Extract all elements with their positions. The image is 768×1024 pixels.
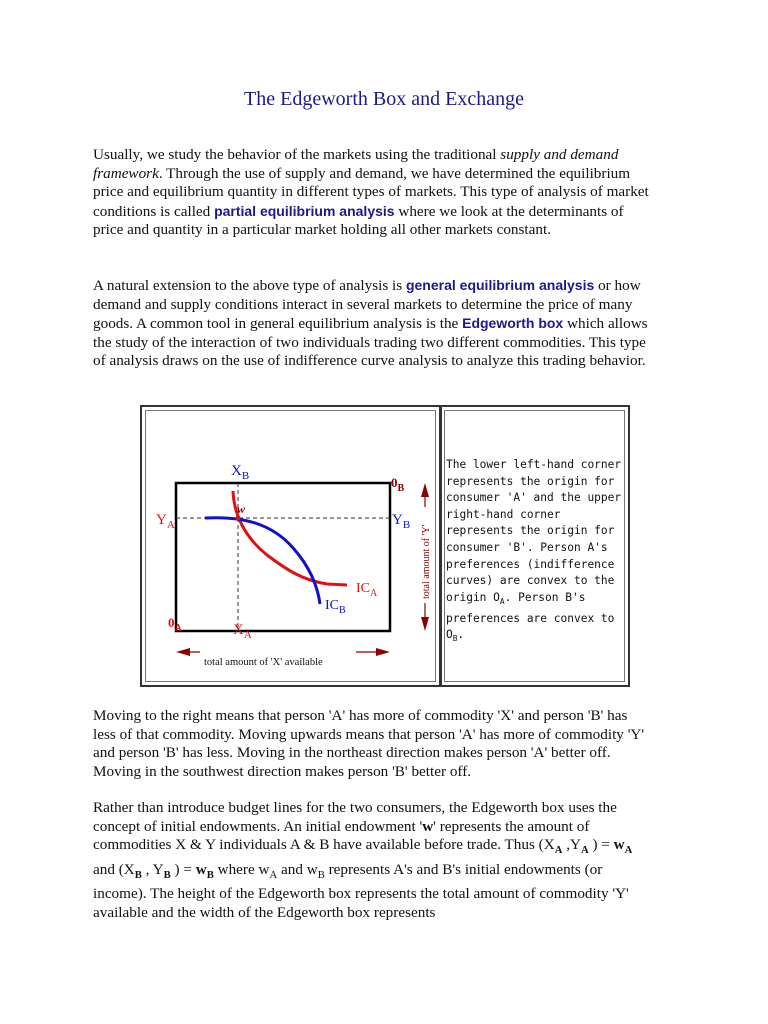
caption-text: The lower left-hand corner represents the origin for consumer 'A' and the upper right-hand corner represents the origin for consumer 'B'. Person A's preferences (indifference curves) are convex to the origin O [446,458,622,604]
paragraph-general-equilibrium [93,276,653,371]
label-w: w [237,502,246,516]
subscript: B [163,869,171,881]
label-yb: $Y_B$ [392,512,411,531]
subscript: A [624,845,633,857]
subscript: B [317,869,325,881]
label-xb: $X_B$ [231,463,250,482]
caption-text: . Person B's preferences are convex to O [446,590,615,642]
height-arrow-up [421,483,429,497]
subscript: B [206,869,214,881]
endowment-symbol: w [422,817,434,835]
edgeworth-figure [140,405,630,687]
endowment-point [236,516,241,521]
subscript: A [580,845,589,857]
paragraph-intro [93,146,653,240]
subscript: A [554,845,563,857]
label-icb: $IC_B$ [325,598,346,616]
text: Rather than introduce budget lines for the two consumers, the Edgeworth box uses the concept of initial endowments. An initial endowment ' [93,799,617,835]
height-arrow-down [421,617,429,631]
caption-subscript: B [452,634,458,644]
paragraph-endowments [93,799,653,922]
key-term: partial equilibrium analysis [214,202,395,219]
edgeworth-box-outline [176,483,390,631]
figure-caption [446,457,626,648]
paragraph-movement: Moving to the right means that person 'A' has more of commodity 'X' and person 'B' has less of that commodity. Moving upwards means that person 'A' has more of commodity 'Y' and person 'B' has less. Moving in the northeast direction makes person 'A' better off. Moving in the southwest direction makes person 'B' better off. [93,707,645,780]
key-term: Edgeworth box [462,315,564,331]
figure-caption-panel [441,405,630,687]
text: A natural extension to the above type of analysis is [93,277,406,294]
edgeworth-diagram [142,407,439,685]
caption-subscript: A [499,596,505,606]
text: and (X [93,860,135,878]
text: or how demand and supply conditions interact in several markets to determine the price of many goods. A common tool in general equilibrium analysis is the [93,277,641,332]
text: ,Y [562,836,581,853]
label-ya: $Y_A$ [156,512,175,531]
text: where w [213,860,270,878]
label-ica: $IC_A$ [356,581,378,599]
label-oa: $0_A$ [168,615,182,634]
figure-diagram-panel [140,405,441,687]
text: ) = [588,836,614,853]
text: . Through the use of supply and demand, we have determined the equilibrium price and equilibrium quantity in different types of markets. This type of analysis of market conditions is called [93,164,649,220]
text: and w [277,860,318,878]
label-xa: $X_A$ [233,622,252,641]
text: where we look at the determinants of price and quantity in a particular market holding all other markets constant. [93,202,624,238]
endowment-symbol: w [195,860,207,878]
subscript: A [269,869,278,881]
caption-text: . [457,628,465,642]
text: ' represents the amount of commodities X & Y individuals A & B have available before trade. Thus (X [93,817,590,853]
subscript: B [134,869,142,881]
indifference-curve-a [233,491,347,585]
width-arrow-left [176,648,190,656]
emphasis-text: supply and demand framework [93,146,619,182]
page-title: The Edgeworth Box and Exchange [244,88,524,110]
key-term: general equilibrium analysis [405,277,595,293]
text: represents A's and B's initial endowments (or income). The height of the Edgeworth box represents the total amount of commodity 'Y' available and the width of the Edgeworth box represents [93,860,629,921]
endowment-symbol: w [613,836,625,853]
indifference-curve-b [205,518,320,604]
text: , Y [141,860,164,878]
text: Usually, we study the behavior of the markets using the traditional [93,146,501,163]
label-total-x: total amount of 'X' available [204,657,323,668]
label-ob: $0_B$ [391,475,405,494]
width-arrow-right [376,648,390,656]
text: which allows the study of the interaction of two individuals trading two different commodities. This type of analysis draws on the use of indifference curve analysis to analyze this trading behavior. [93,315,648,369]
text: ) = [170,860,196,878]
label-total-y: total amount of 'Y' [421,524,432,599]
